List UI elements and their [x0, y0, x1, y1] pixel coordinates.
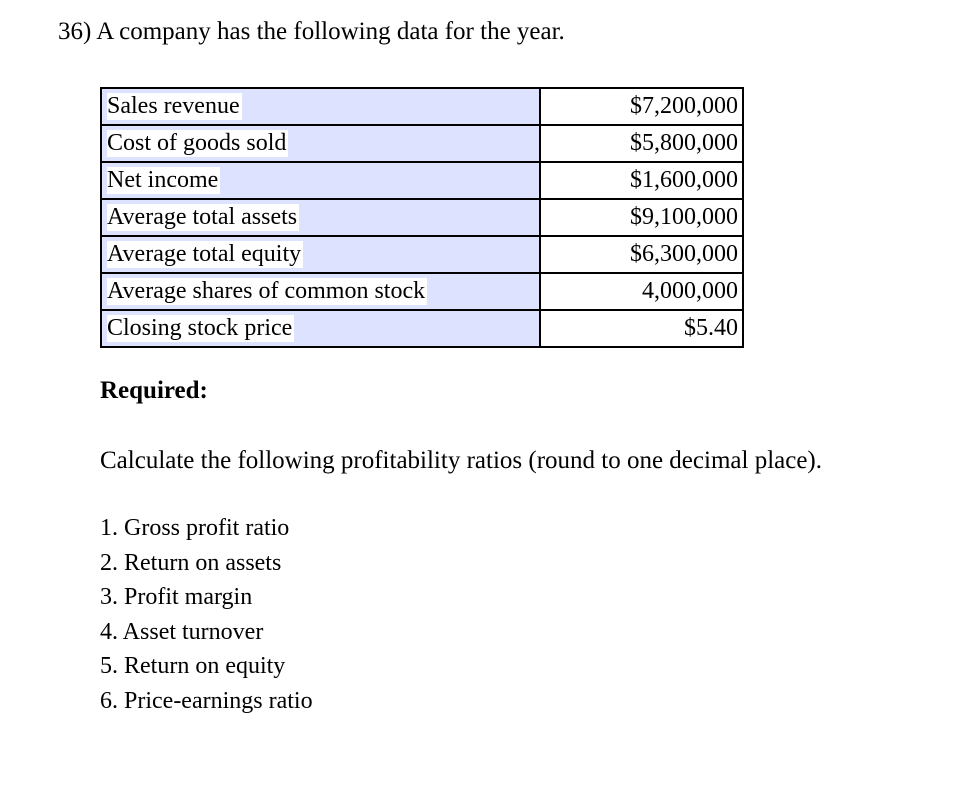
row-label: Net income — [107, 167, 219, 193]
row-value: $7,200,000 — [540, 88, 743, 125]
row-value: $6,300,000 — [540, 236, 743, 273]
table-row — [101, 199, 743, 236]
ratio-list — [100, 511, 313, 719]
row-label: Average total equity — [107, 241, 302, 267]
row-label: Average total assets — [107, 204, 298, 230]
financial-data-table — [100, 87, 744, 348]
row-value: $9,100,000 — [540, 199, 743, 236]
row-label-cell — [101, 236, 540, 273]
row-value: $5,800,000 — [540, 125, 743, 162]
row-label-cell — [101, 310, 540, 347]
table-row — [101, 273, 743, 310]
list-item: 1. Gross profit ratio — [100, 515, 290, 541]
question-text: 36) A company has the following data for the year. — [58, 18, 565, 45]
row-label: Closing stock price — [107, 315, 293, 341]
list-item: 2. Return on assets — [100, 549, 282, 576]
row-label: Cost of goods sold — [107, 130, 287, 156]
table-row — [101, 88, 743, 125]
row-value: $5.40 — [540, 310, 743, 347]
table-row — [101, 236, 743, 273]
row-label-cell — [101, 162, 540, 199]
row-label-cell — [101, 273, 540, 310]
table-row — [101, 162, 743, 199]
list-item: 6. Price-earnings ratio — [100, 687, 313, 714]
required-heading: Required: — [100, 377, 208, 404]
row-label-cell — [101, 88, 540, 125]
row-value: 4,000,000 — [540, 273, 743, 310]
row-label-cell — [101, 199, 540, 236]
row-label: Average shares of common stock — [107, 278, 426, 304]
table-row — [101, 310, 743, 347]
row-value: $1,600,000 — [540, 162, 743, 199]
list-item: 5. Return on equity — [100, 653, 286, 680]
table-row — [101, 125, 743, 162]
row-label-cell — [101, 125, 540, 162]
list-item: 4. Asset turnover — [100, 618, 264, 645]
row-label: Sales revenue — [107, 93, 240, 119]
instructions-text: Calculate the following profitability ratios (round to one decimal place). — [100, 447, 822, 474]
list-item: 3. Profit margin — [100, 584, 253, 611]
